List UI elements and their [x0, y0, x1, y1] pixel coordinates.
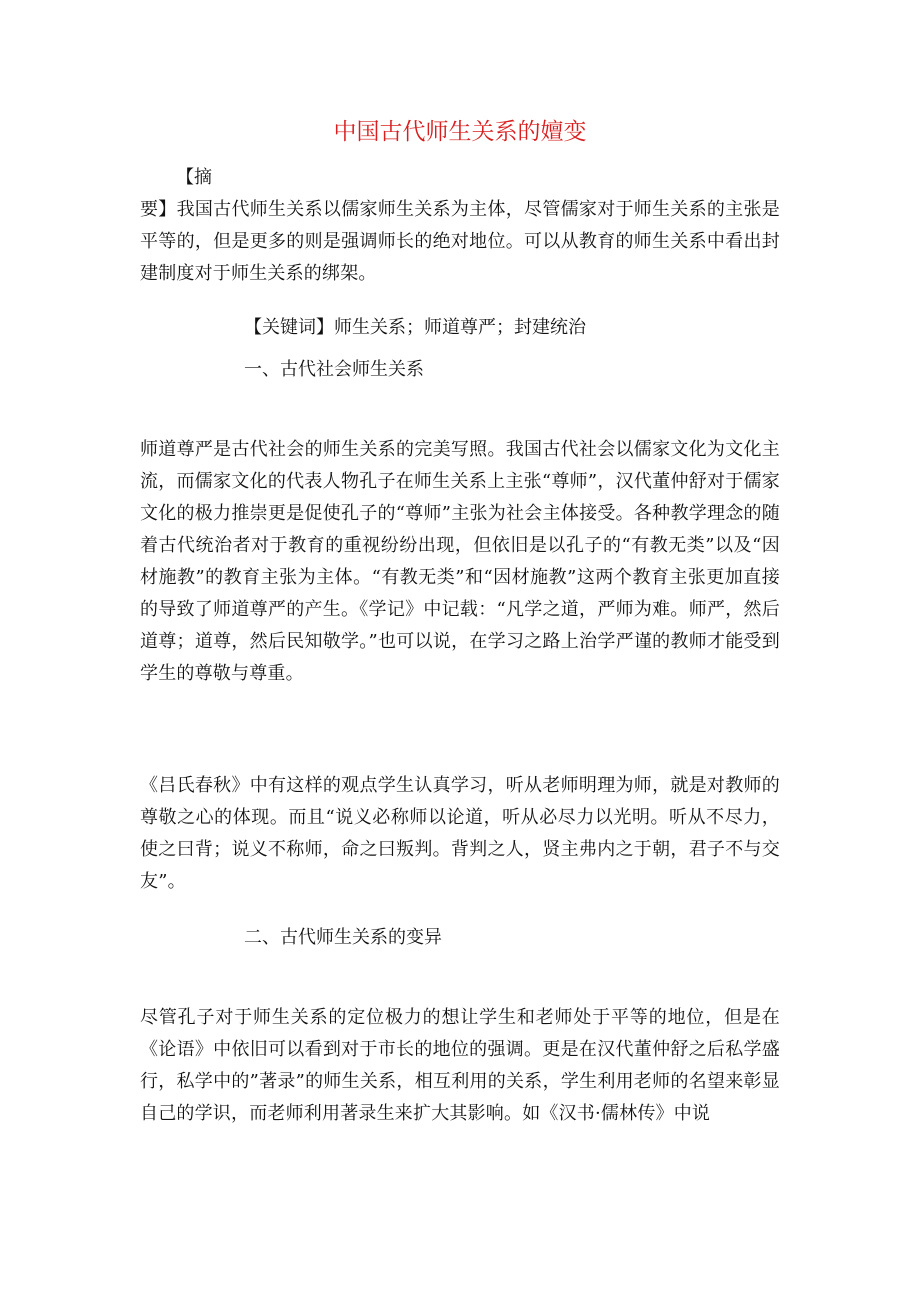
section-1-paragraph-1: 师道尊严是古代社会的师生关系的完美写照。我国古代社会以儒家文化为文化主流，而儒家文化的代表人物孔子在师生关系上主张“尊师”，汉代董仲舒对于儒家文化的极力推崇更是促使孔子的“尊师”主张为社会主体接受。各种教学理念的随着古代统治者对于教育的重视纷纷出现，但依旧是以孔子的“有教无类”以及“因材施教”的教育主张为主体。“有教无类”和“因材施教”这两个教育主张更加直接的导致了师道尊严的产生。《学记》中记载：“凡学之道，严师为难。师严，然后道尊；道尊，然后民知敬学。”也可以说，在学习之路上治学严谨的教师才能受到学生的尊敬与尊重。 — [140, 439, 780, 684]
document-title: 中国古代师生关系的嬗变 — [333, 119, 587, 145]
section-2-paragraph-1: 尽管孔子对于师生关系的定位极力的想让学生和老师处于平等的地位，但是在《论语》中依旧可以看到对于市长的地位的强调。更是在汉代董仲舒之后私学盛行，私学中的”著录”的师生关系，相互利用的关系，学生利用老师的名望来彰显自己的学识，而老师利用著录生来扩大其影响。如《汉书·儒林传》中说 — [140, 1007, 780, 1124]
keywords-line: 【关键词】师生关系；师道尊严；封建统治 — [244, 317, 586, 338]
section-1-heading: 一、古代社会师生关系 — [244, 359, 424, 380]
abstract-paragraph: 要】我国古代师生关系以儒家师生关系为主体，尽管儒家对于师生关系的主张是平等的，但是更多的则是强调师长的绝对地位。可以从教育的师生关系中看出封建制度对于师生关系的绑架。 — [140, 199, 780, 284]
section-2-heading: 二、古代师生关系的变异 — [244, 927, 442, 948]
abstract-heading: 【摘 — [176, 167, 212, 188]
section-1-paragraph-2: 《吕氏春秋》中有这样的观点学生认真学习，听从老师明理为师，就是对教师的尊敬之心的体现。而且“说义必称师以论道，听从必尽力以光明。听从不尽力，使之曰背；说义不称师，命之曰叛判。背判之人，贤主弗内之于朝，君子不与交友”。 — [140, 775, 780, 892]
